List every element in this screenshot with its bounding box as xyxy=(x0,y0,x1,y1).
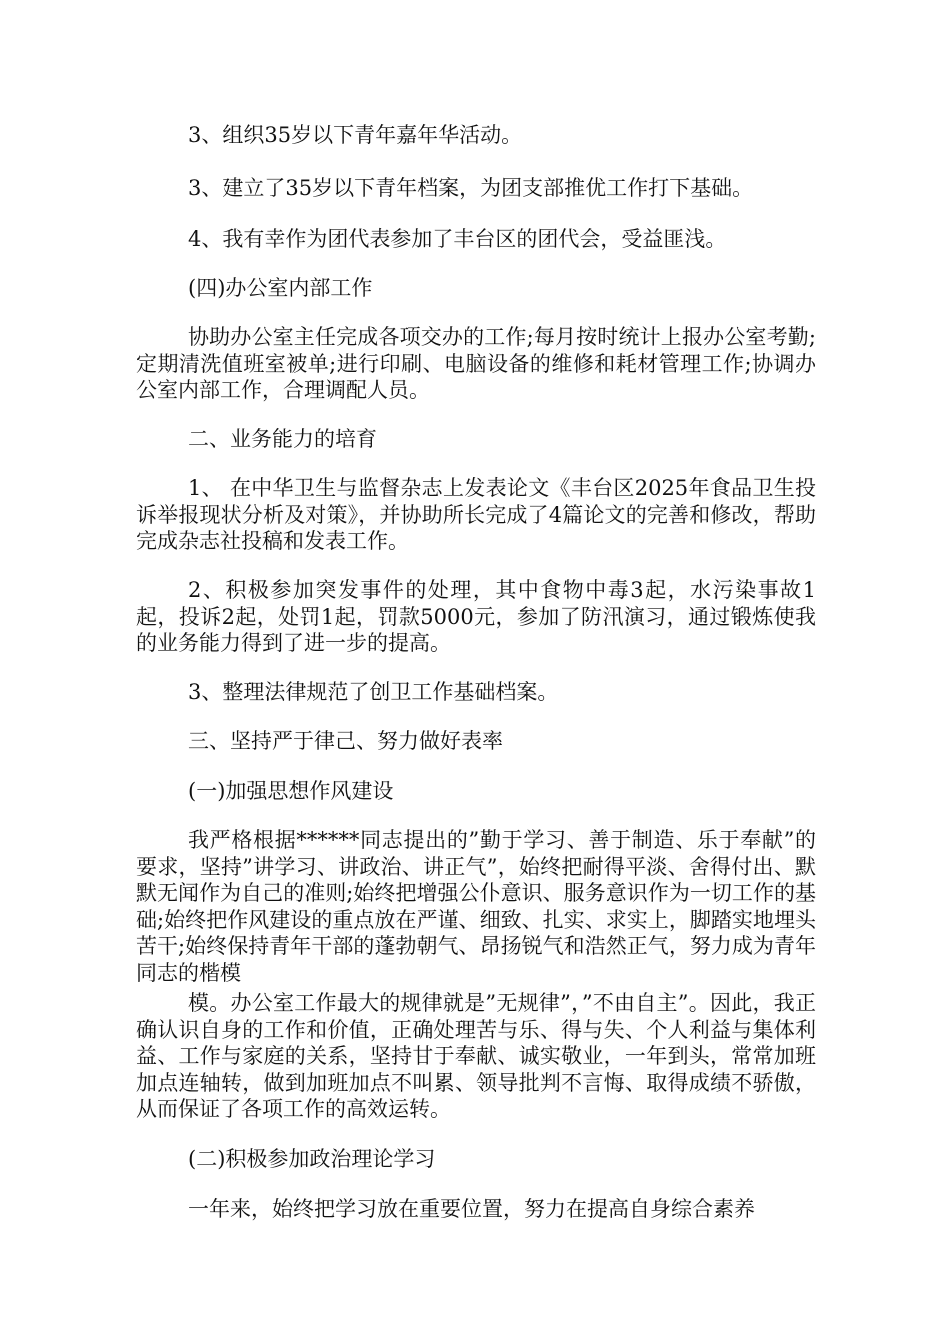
paragraph: 3、建立了35岁以下青年档案，为团支部推优工作打下基础。 xyxy=(188,176,754,200)
paragraph: 3、整理法律规范了创卫工作基础档案。 xyxy=(188,680,559,704)
paragraph: 1、 在中华卫生与监督杂志上发表论文《丰台区2025年食品卫生投诉举报现状分析及对策》，并协助所长完成了4篇论文的完善和修改，帮助完成杂志社投稿和发表工作。 xyxy=(136,476,816,553)
paragraph: 协助办公室主任完成各项交办的工作;每月按时统计上报办公室考勤;定期清洗值班室被单;进行印刷、电脑设备的维修和耗材管理工作;协调办公室内部工作，合理调配人员。 xyxy=(136,325,816,402)
paragraph: 2、积极参加突发事件的处理，其中食物中毒3起，水污染事故1起，投诉2起，处罚1起，罚款5000元，参加了防汛演习，通过锻炼使我的业务能力得到了进一步的提高。 xyxy=(136,578,816,655)
paragraph: 4、我有幸作为团代表参加了丰台区的团代会，受益匪浅。 xyxy=(188,227,727,251)
paragraph: 一年来，始终把学习放在重要位置，努力在提高自身综合素养 xyxy=(188,1197,755,1221)
section-heading: (四)办公室内部工作 xyxy=(188,276,373,300)
paragraph: 模。办公室工作最大的规律就是”无规律”，”不由自主”。因此，我正确认识自身的工作和价值，正确处理苦与乐、得与失、个人利益与集体利益、工作与家庭的关系，坚持甘于奉献、诚实敬业，一年到头，常常加班加点连轴转，做到加班加点不叫累、领导批判不言悔、取得成绩不骄傲，从而保证了各项工作的高效运转。 xyxy=(136,991,816,1121)
section-heading: 三、坚持严于律己、努力做好表率 xyxy=(188,729,503,753)
section-heading: (二)积极参加政治理论学习 xyxy=(188,1147,436,1171)
section-heading: (一)加强思想作风建设 xyxy=(188,779,394,803)
section-heading: 二、业务能力的培育 xyxy=(188,427,377,451)
paragraph: 3、组织35岁以下青年嘉年华活动。 xyxy=(188,123,523,147)
paragraph: 我严格根据******同志提出的”勤于学习、善于制造、乐于奉献”的要求，坚持”讲学习、讲政治、讲正气”，始终把耐得平淡、舍得付出、默默无闻作为自己的准则;始终把增强公仆意识、服务意识作为一切工作的基础;始终把作风建设的重点放在严谨、细致、扎实、求实上，脚踏实地埋头苦干;始终保持青年干部的蓬勃朝气、昂扬锐气和浩然正气，努力成为青年同志的楷模 xyxy=(136,828,816,985)
